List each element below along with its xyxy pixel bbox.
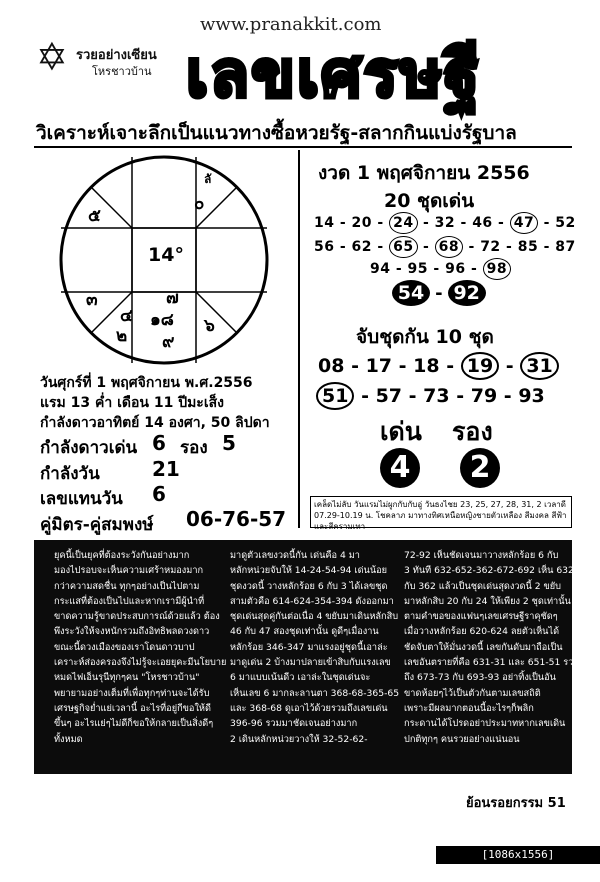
lottery-number: 65 [389,236,417,258]
lottery-number: 51 [316,382,354,410]
number-separator: - [334,215,352,231]
lottery-number: 14 [314,215,335,231]
number-separator: - [449,385,471,407]
lottery-number: 24 [389,212,417,234]
house-upper-left: ๕ [88,206,101,226]
tip-note: เคล็ดไม่ลับ วันแรมไม่ผูกกับกับอู่ วันธงไชย 23, 25, 27, 28, 31, 2 เวลาดี 07.29-10.19 น. โชคลาภ มาทางทิศเหนือหญิงชายตัวเหลือง สีมงคล สีฟ้าและสีครามเทา [310,496,572,528]
pairs10-row-1 [318,352,559,380]
lottery-number: 94 [370,261,391,277]
lottery-number: 32 [434,215,456,231]
number-separator: - [344,355,366,377]
set20-title: 20 ชุดเด่น [384,190,475,212]
article-block [34,540,580,774]
lottery-number: 31 [520,352,558,380]
logo-line-2: โหรชาวบ้าน [92,65,152,78]
pairs10-title: จับชุดกัน 10 ชุด [356,326,494,348]
second-star-value: 5 [222,431,236,455]
pairs-value: 06-76-57 [186,507,287,531]
lottery-number: 08 [318,355,345,377]
lead-label: เด่น [380,417,422,446]
lottery-number: 87 [555,239,576,255]
pairs-label: คู่มิตร-คู่สมพงษ์ [40,515,154,535]
page-title: เลขเศรษฐี [186,38,482,112]
info-date: วันศุกร์ที่ 1 พฤศจิกายน พ.ศ.2556 [40,375,253,391]
upload-stamp[interactable]: [1086x1556] http://upic.me/ [436,846,600,864]
second-star-label: รอง [180,438,208,458]
article-column-2: มาดูตัวเลขงวดนี้กัน เด่นคือ 4 มา หลักหน่วยจับให้ 14-24-54-94 เด่นน้อย ชุดงวดนี้ วางหลักร้อย 6 กับ 3 ได้เลขชุด สามตัวคือ 614-624-354-394 ดังออกมา ชุดเด่นสุดคู่กันต่อเนื่อ 4 ขยับมาเดินหลักสิบ 46 กับ 47 สองชุดเท่านั้น ดูดีๆเมื่องาน หลักร้อย 346-347 มาแรงอยู่ชุดนี้เอาล่ะ มาดูเด่น 2 บ้างมาปลายเข้าสิบกับแรงเลข 6 มาแบบเน้นดีว เอาล่ะในชุดเด่นจะ เห็นเลข 6 มากละลานตา 368-68-365-65 และ 368-68 ดูเอาไว้ด้วยรวมถึงเลขเด่น 396-96 รวมมาชัดเจนอย่างมาก 2 เดินหลักหน่วยวางให้ 32-52-62- [230,550,400,745]
number-separator: - [465,261,483,277]
number-separator: - [500,239,518,255]
lead-number: 4 [380,448,420,488]
lottery-number: 20 [351,215,373,231]
pairs10-row-2 [316,382,545,410]
info-lunar: แรม 13 ค่ำ เดือน 11 ปีมะเส็ง [40,395,224,411]
house-bottom-c1: ๗ [166,288,179,308]
day-power-value: 21 [152,457,180,481]
house-top: ๐ [194,194,205,214]
day-power-label: กำลังวัน [40,464,100,484]
number-separator: - [417,239,435,255]
column-divider [298,150,300,528]
second-label: รอง [452,417,493,446]
number-separator: - [439,355,461,377]
lottery-number: 62 [351,239,373,255]
house-bottom-a: ๔ [120,306,133,326]
number-separator: - [497,385,519,407]
number-separator: - [390,261,408,277]
day-number-label: เลขแทนวัน [40,489,123,509]
lead-star-value: 6 [152,431,166,455]
lead-star-label: กำลังดาวเด่น [40,438,138,458]
house-left: ๓ [86,290,98,310]
lottery-number: 47 [510,212,538,234]
number-separator: - [538,215,556,231]
number-separator: - [392,355,414,377]
number-separator: - [354,385,376,407]
article-column-3: 72-92 เห็นชัดเจนมาวางหลักร้อย 6 กับ 3 ทันที 632-652-362-672-692 เห็น 632 กับ 362 แล้วเป็นชุดเด่นสุดงวดนี้ 2 ขยับ มาหลักสิบ 20 กับ 24 ให้เพียง 2 ชุดเท่านั้น ตามคำขอของแฟนๆเลขเศรษฐีราคุชัดๆ เมื่อวางหลักร้อย 620-624 ลยตัวเห็นได้ ชัดจับตาให้มั่นงวดนี้ เลขกันดับมาถือเป็น เลขอันตรายที่คือ 631-31 และ 651-51 รวม ถึง 673-73 กับ 693-93 อย่าทิ้งเป็นอัน ขาดห้อยๆไว้เป็นตัวกันตามเลขสถิติ เพราะมีผลมากตอนนี้อะไรๆก็พลิก กระดานได้โปรดอย่าประมาทหากเลขเดิน ปกติทุกๆ คนรวยอย่างแน่นอน [404,550,580,745]
day-number-value: 6 [152,482,166,506]
number-separator: - [334,239,352,255]
number-separator: - [455,215,473,231]
lottery-number: 52 [555,215,576,231]
set20-highlight: 54 - 92 [392,280,486,306]
number-separator: - [463,239,481,255]
number-separator: - [417,215,435,231]
house-top-mark: ลั [204,172,212,186]
lottery-number: 98 [483,258,511,280]
lottery-number: 56 [314,239,335,255]
lottery-number: 19 [461,352,499,380]
set20-row-2 [314,236,576,258]
info-sun: กำลังดาวอาทิตย์ 14 องศา, 50 ลิปดา [40,415,270,431]
lottery-number: 68 [435,236,463,258]
number-separator: - [538,239,556,255]
number-separator: - [372,215,390,231]
lottery-number: 72 [480,239,501,255]
lottery-number: 96 [445,261,466,277]
lottery-number: 57 [375,385,403,407]
page-footer: ย้อนรอยกรรม 51 [466,796,566,811]
number-separator: - [372,239,390,255]
set20-row-1 [314,212,576,234]
lottery-number: 46 [472,215,493,231]
number-separator: - [492,215,510,231]
lottery-number: 73 [423,385,450,407]
article-column-1: ยุคนี้เป็นยุคที่ต้องระวังกันอย่างมาก มองไปรอบจะเห็นความเศร้าหมองมาก กว่าความสดชื่น ทุกๆอย่างเป็นไปตาม กระแสที่ต้องเป็นไปและหากเรามีผู้นำที่ ขาดความรู้ขาดประสบการณ์ด้วยแล้ว ต้อง พึงระวังให้จงหนักรวมถึงอิทธิพลดวงดาว ขณะนี้ดวงเมืองของเราโดนดาวบาป เคราะห์ส่องครองจึงไม่รู้จะเอยยุคะมีนโยบาย หมดไฟเอ็นรุนีทุกๆคน "โหรชาวบ้าน" พยายามอย่างเต็มที่เพื่อทุกๆท่านจะได้รับ เศรษฐกิจย่ำแย่เวลานี้ อะไรที่อยู่กีขอให้ดี ขึ้นๆ อะไรแย่ๆไม่ดีก็ขอให้กลายเป็นสิ่งดีๆ ทั้งหมด [54,550,227,745]
highlight-number: 54 [392,280,430,306]
number-separator: - [402,385,424,407]
page-subtitle: วิเคราะห์เจาะลึกเป็นแนวทางซื้อหวยรัฐ-สลากกินแบ่งรัฐบาล [36,122,517,144]
set20-row-3 [370,258,511,280]
horoscope-center-degree: 14° [148,244,184,266]
star-of-david-logo-icon: ✡ [36,35,68,79]
house-bottom-right: ๖ [204,316,215,336]
house-bottom-c3: ๙ [162,332,175,352]
lottery-number: 17 [365,355,393,377]
highlight-number: 92 [448,280,486,306]
lottery-number: 18 [413,355,440,377]
house-bottom-c2: ๑๘ [150,310,174,330]
second-number: 2 [460,448,500,488]
lottery-number: 79 [470,385,498,407]
number-separator: - [499,355,521,377]
logo-line-1: รวยอย่างเซียน [76,48,157,63]
number-separator: - [428,261,446,277]
site-url[interactable]: www.pranakkit.com [200,14,382,35]
house-bottom-b: ๒ [116,326,128,346]
lottery-number: 95 [407,261,429,277]
lottery-number: 93 [518,385,545,407]
header-divider [34,146,572,148]
horoscope-chart [58,154,270,366]
lottery-number: 85 [517,239,539,255]
draw-date: งวด 1 พฤศจิกายน 2556 [318,162,530,184]
